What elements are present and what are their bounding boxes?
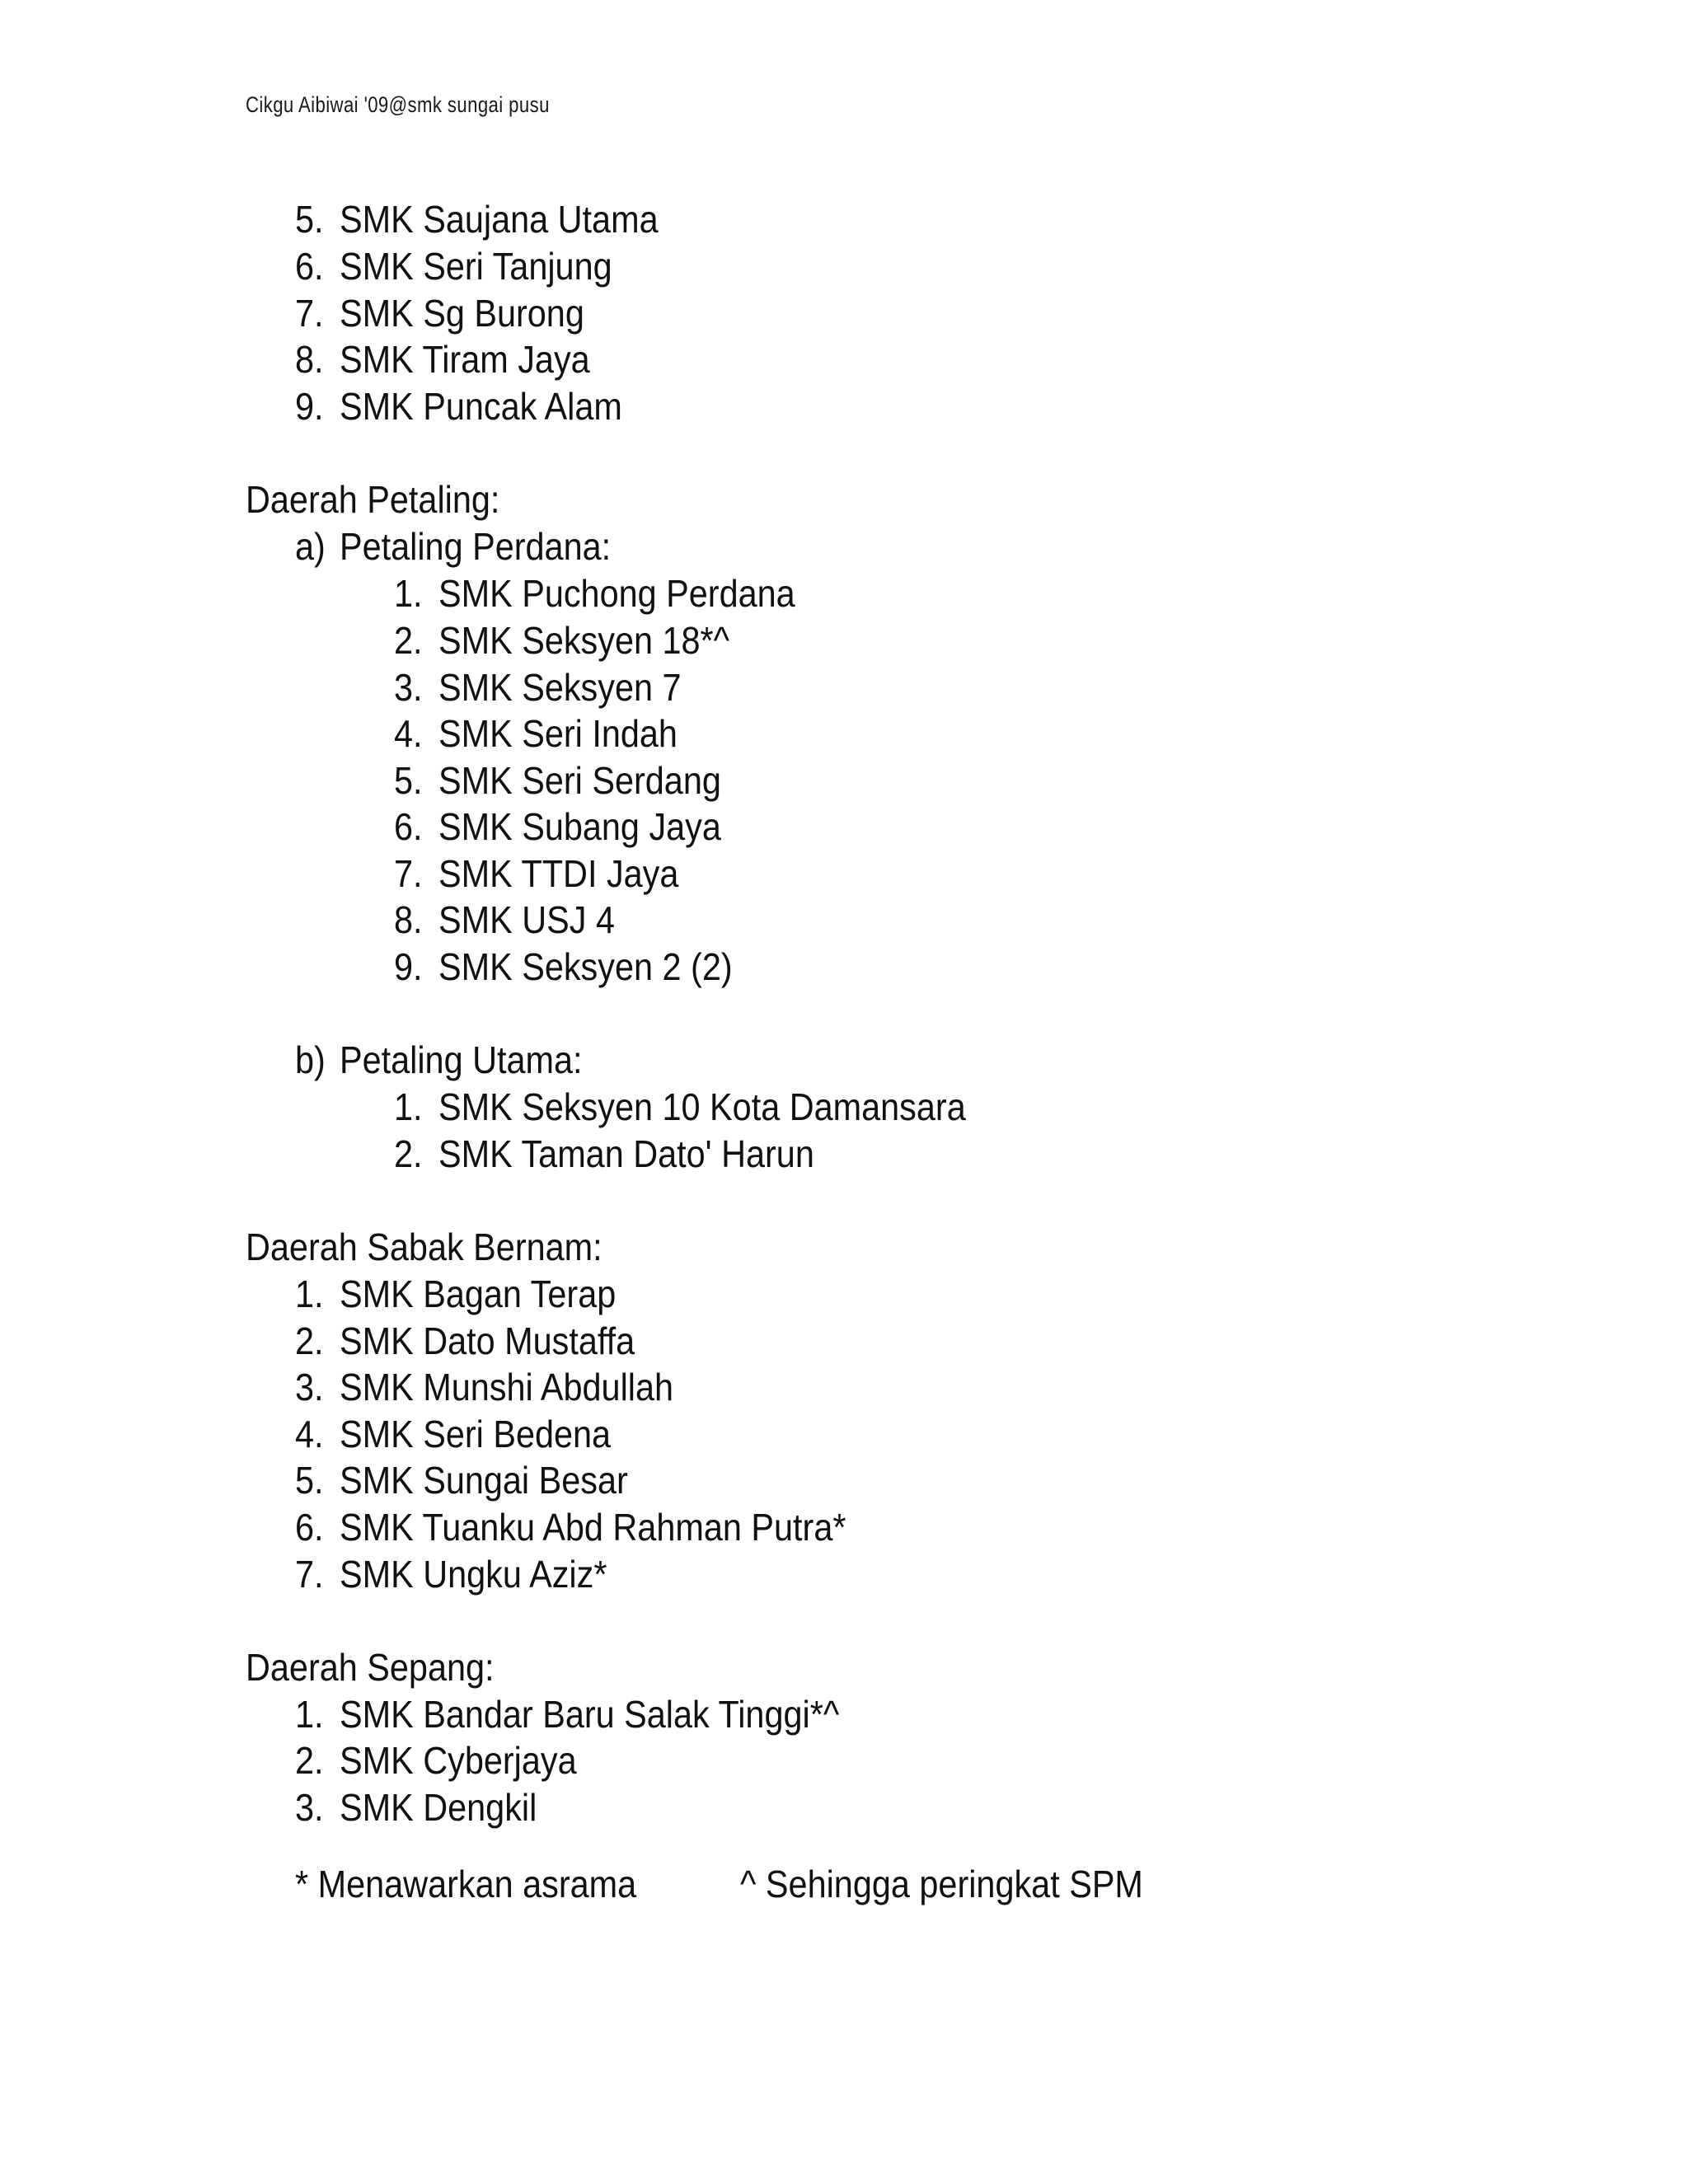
list-item-name: SMK Taman Dato' Harun: [438, 1132, 814, 1175]
list-item-number: 6.: [295, 1506, 324, 1549]
list-item: [295, 1411, 611, 1457]
list-item-number: 1.: [394, 1085, 423, 1128]
list-item-name: SMK Puncak Alam: [340, 385, 622, 428]
list-item: [295, 1551, 607, 1597]
list-item-number: 2.: [295, 1319, 324, 1362]
list-item-number: 8.: [295, 338, 324, 381]
subsection-label: b): [295, 1038, 326, 1081]
list-item-number: 7.: [394, 852, 423, 895]
list-item-name: SMK Bandar Baru Salak Tinggi*^: [340, 1693, 840, 1736]
note-spm: ^ Sehingga peringkat SPM: [740, 1863, 1143, 1905]
list-item-number: 7.: [295, 292, 324, 335]
list-item: [295, 336, 590, 382]
list-item-name: SMK Sungai Besar: [340, 1459, 628, 1502]
list-item: [295, 1504, 846, 1550]
list-item-number: 3.: [295, 1366, 324, 1408]
list-item-number: 3.: [295, 1786, 324, 1829]
list-item: [394, 617, 729, 663]
subsection-title: Petaling Perdana:: [340, 525, 612, 568]
list-item-number: 5.: [394, 759, 423, 802]
subsection-heading-petaling-utama: [295, 1037, 583, 1083]
list-item: [394, 851, 678, 897]
list-item: [394, 944, 733, 990]
list-item-name: SMK Tiram Jaya: [340, 338, 590, 381]
list-item-number: 9.: [394, 945, 423, 988]
list-item-number: 6.: [295, 245, 324, 288]
list-item: [394, 664, 682, 710]
list-item-number: 1.: [394, 572, 423, 615]
list-item: [394, 897, 615, 943]
subsection-label: a): [295, 525, 326, 568]
section-heading-sabak-bernam: Daerah Sabak Bernam:: [246, 1226, 603, 1268]
list-item-name: SMK Dengkil: [340, 1786, 537, 1829]
list-item: [295, 243, 612, 289]
list-item-number: 3.: [394, 666, 423, 709]
list-item-number: 2.: [394, 1132, 423, 1175]
list-item-name: SMK USJ 4: [438, 898, 615, 941]
list-item-number: 9.: [295, 385, 324, 428]
page-header: Cikgu Aibiwai '09@smk sungai pusu: [246, 92, 550, 117]
list-item-number: 2.: [394, 619, 423, 662]
list-item: [295, 1691, 839, 1737]
list-item-name: SMK Bagan Terap: [340, 1272, 617, 1315]
list-item: [295, 1271, 616, 1317]
list-item: [295, 383, 622, 429]
list-item-number: 5.: [295, 198, 324, 241]
list-item-name: SMK Dato Mustaffa: [340, 1319, 635, 1362]
list-item-number: 1.: [295, 1693, 324, 1736]
list-item-number: 4.: [394, 712, 423, 755]
list-item: [394, 1084, 966, 1130]
list-item: [295, 1457, 628, 1503]
list-item-name: SMK Seksyen 10 Kota Damansara: [438, 1085, 966, 1128]
list-item-number: 1.: [295, 1272, 324, 1315]
list-item: [394, 804, 721, 850]
list-item-name: SMK Seri Tanjung: [340, 245, 612, 288]
list-item-number: 7.: [295, 1553, 324, 1596]
list-item: [394, 757, 721, 804]
list-item-number: 4.: [295, 1413, 324, 1455]
note-boarding: * Menawarkan asrama: [295, 1863, 637, 1905]
list-item-name: SMK TTDI Jaya: [438, 852, 679, 895]
list-item-number: 8.: [394, 898, 423, 941]
list-item: [295, 1784, 537, 1830]
subsection-heading-petaling-perdana: [295, 523, 611, 569]
list-item-number: 6.: [394, 805, 423, 848]
list-item: [295, 1737, 577, 1783]
list-item-name: SMK Seksyen 2 (2): [438, 945, 733, 988]
section-heading-sepang: Daerah Sepang:: [246, 1646, 495, 1689]
list-item-name: SMK Ungku Aziz*: [340, 1553, 607, 1596]
list-item-name: SMK Seksyen 18*^: [438, 619, 730, 662]
list-item-name: SMK Subang Jaya: [438, 805, 721, 848]
list-item: [394, 710, 678, 757]
list-item-name: SMK Seri Bedena: [340, 1413, 612, 1455]
section-heading-petaling: Daerah Petaling:: [246, 478, 500, 521]
list-item-name: SMK Seksyen 7: [438, 666, 682, 709]
list-item: [295, 1318, 635, 1364]
list-item-name: SMK Saujana Utama: [340, 198, 659, 241]
list-item-name: SMK Tuanku Abd Rahman Putra*: [340, 1506, 846, 1549]
list-item: [295, 196, 659, 242]
list-item-name: SMK Sg Burong: [340, 292, 584, 335]
list-item-number: 5.: [295, 1459, 324, 1502]
subsection-title: Petaling Utama:: [340, 1038, 583, 1081]
list-item: [295, 290, 584, 336]
list-item-name: SMK Seri Indah: [438, 712, 678, 755]
list-item-name: SMK Cyberjaya: [340, 1739, 577, 1782]
list-item: [394, 570, 795, 616]
list-item-name: SMK Seri Serdang: [438, 759, 721, 802]
list-item-number: 2.: [295, 1739, 324, 1782]
list-item-name: SMK Puchong Perdana: [438, 572, 795, 615]
list-item: [295, 1364, 673, 1410]
list-item-name: SMK Munshi Abdullah: [340, 1366, 674, 1408]
list-item: [394, 1131, 814, 1177]
